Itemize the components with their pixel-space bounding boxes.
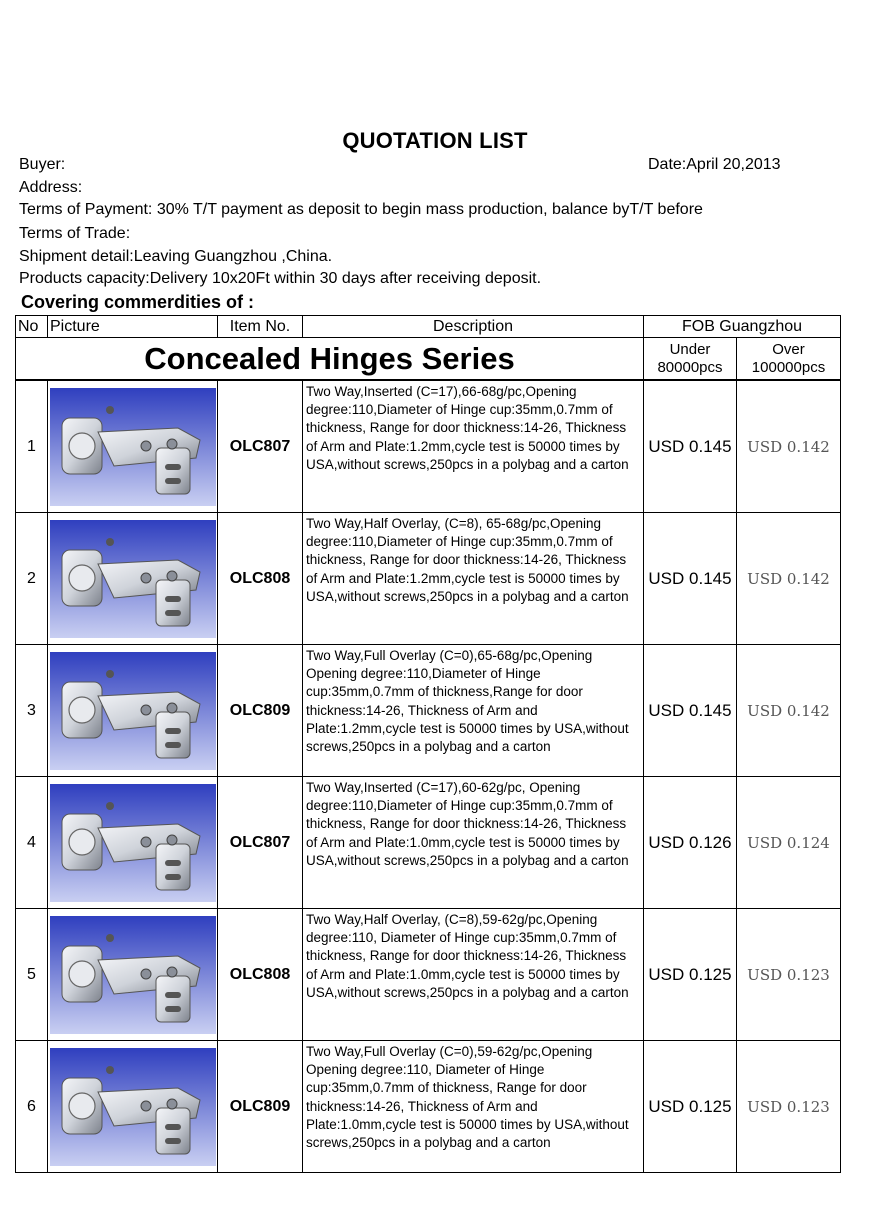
quotation-table [15, 315, 841, 1173]
row-number: 3 [16, 645, 48, 777]
series-title: Concealed Hinges Series [16, 338, 644, 381]
row-description: Two Way,Full Overlay (C=0),65-68g/pc,Opening Opening degree:110,Diameter of Hinge cup:35mm,0.7mm of thickness,Range for door thickness:14-26, Thickness of Arm and Plate:1.2mm,cycle test is 50000 times by USA,without screws,250pcs in a polybag and a carton [303, 645, 644, 777]
header-picture: Picture [48, 316, 218, 338]
row-picture [48, 380, 218, 513]
over-label: Over 100000pcs [737, 338, 841, 381]
row-description: Two Way,Half Overlay, (C=8),59-62g/pc,Opening degree:110, Diameter of Hinge cup:35mm,0.7mm of thickness, Range for door thickness:14-26, Thickness of Arm and Plate:1.0mm,cycle test is 50000 times by USA,without screws,250pcs in a polybag and a carton [303, 909, 644, 1041]
row-picture [48, 777, 218, 909]
shipment-detail: Shipment detail:Leaving Guangzhou ,China. [19, 248, 333, 265]
row-picture [48, 645, 218, 777]
price-under: USD 0.125 [644, 909, 737, 1041]
header-description: Description [303, 316, 644, 338]
hinge-photo [50, 520, 216, 638]
row-picture [48, 513, 218, 645]
price-over: USD 0.124 [737, 777, 841, 909]
item-number: OLC807 [218, 380, 303, 513]
row-description: Two Way,Inserted (C=17),60-62g/pc, Opening degree:110,Diameter of Hinge cup:35mm,0.7mm of thickness, Range for door thickness:14-26, Thickness of Arm and Plate:1.0mm,cycle test is 50000 times by USA,without screws,250pcs in a polybag and a carton [303, 777, 644, 909]
row-description: Two Way,Half Overlay, (C=8), 65-68g/pc,Opening degree:110,Diameter of Hinge cup:35mm,0.7mm of thickness, Range for door thickness:14-26, Thickness of Arm and Plate:1.2mm,cycle test is 50000 times by USA,without screws,250pcs in a polybag and a carton [303, 513, 644, 645]
price-under: USD 0.145 [644, 645, 737, 777]
row-picture [48, 1041, 218, 1173]
date-line: Date:April 20,2013 [648, 156, 781, 173]
row-number: 5 [16, 909, 48, 1041]
item-number: OLC808 [218, 909, 303, 1041]
document-title: QUOTATION LIST [342, 128, 528, 153]
row-picture [48, 909, 218, 1041]
price-over: USD 0.142 [737, 513, 841, 645]
buyer-line: Buyer: [19, 156, 66, 173]
table-row [16, 777, 841, 909]
header-item: Item No. [218, 316, 303, 338]
item-number: OLC807 [218, 777, 303, 909]
price-over: USD 0.123 [737, 1041, 841, 1173]
hinge-photo [50, 652, 216, 770]
price-over: USD 0.142 [737, 645, 841, 777]
terms-of-payment: Terms of Payment: 30% T/T payment as deposit to begin mass production, balance byT/T before [19, 201, 703, 218]
price-under: USD 0.145 [644, 513, 737, 645]
row-number: 1 [16, 380, 48, 513]
header-no: No [16, 316, 48, 338]
covering-heading: Covering commerdities of : [21, 292, 255, 312]
item-number: OLC809 [218, 1041, 303, 1173]
hinge-photo [50, 1048, 216, 1166]
hinge-photo [50, 784, 216, 902]
under-label: Under 80000pcs [644, 338, 737, 381]
address-line: Address: [19, 179, 83, 196]
header-row [16, 316, 841, 338]
products-capacity: Products capacity:Delivery 10x20Ft within 30 days after receiving deposit. [19, 270, 542, 287]
header-fob: FOB Guangzhou [644, 316, 841, 338]
table-row [16, 1041, 841, 1173]
table-row [16, 513, 841, 645]
price-over: USD 0.123 [737, 909, 841, 1041]
hinge-photo [50, 388, 216, 506]
row-number: 6 [16, 1041, 48, 1173]
hinge-photo [50, 916, 216, 1034]
row-number: 2 [16, 513, 48, 645]
series-row [16, 338, 841, 381]
table-row [16, 380, 841, 513]
price-under: USD 0.145 [644, 380, 737, 513]
price-under: USD 0.126 [644, 777, 737, 909]
item-number: OLC809 [218, 645, 303, 777]
row-number: 4 [16, 777, 48, 909]
table-row [16, 645, 841, 777]
price-over: USD 0.142 [737, 380, 841, 513]
row-description: Two Way,Inserted (C=17),66-68g/pc,Opening degree:110,Diameter of Hinge cup:35mm,0.7mm of thickness, Range for door thickness:14-26, Thickness of Arm and Plate:1.2mm,cycle test is 50000 times by USA,without screws,250pcs in a polybag and a carton [303, 380, 644, 513]
terms-of-trade: Terms of Trade: [19, 225, 131, 242]
price-under: USD 0.125 [644, 1041, 737, 1173]
row-description: Two Way,Full Overlay (C=0),59-62g/pc,Opening Opening degree:110, Diameter of Hinge cup:35mm,0.7mm of thickness, Range for door thickness:14-26, Thickness of Arm and Plate:1.0mm,cycle test is 50000 times by USA,without screws,250pcs in a polybag and a carton [303, 1041, 644, 1173]
table-row [16, 909, 841, 1041]
item-number: OLC808 [218, 513, 303, 645]
